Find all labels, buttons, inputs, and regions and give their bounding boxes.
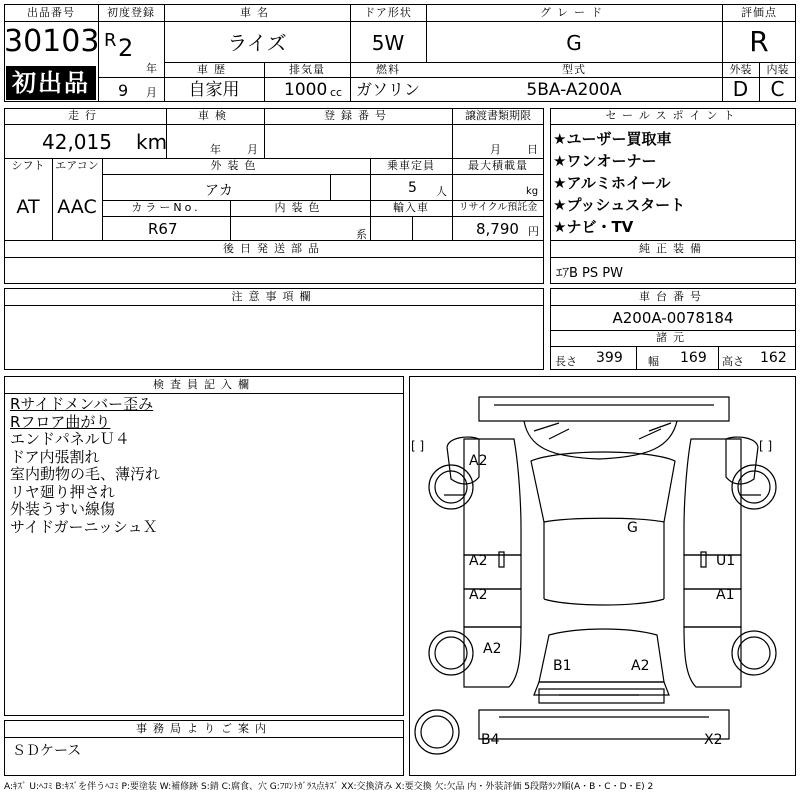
damage-mark-rear-bumper-right: X2 [704,732,723,748]
recycle-fee: 8,790 [476,220,519,238]
later-parts-label: 後日発送部品 [223,242,325,255]
length: 399 [596,350,623,366]
history-label: 車歴 [197,63,231,76]
sales-points-list [553,128,685,238]
int-color-unit: 系 [356,228,367,241]
notes-label: 注意事項欄 [231,290,317,303]
doors-label: ドア形状 [364,6,412,19]
office-label: 事務局よりご案内 [136,722,272,735]
import-label: 輸入車 [393,201,429,214]
damage-mark-roof: G [627,520,638,536]
grade: G [566,31,582,55]
sales-point-item: ★ユーザー買取車 [553,130,672,148]
mileage: 42,015 [42,130,112,154]
damage-mark-rear-left-door: A2 [469,587,488,603]
max-load-unit: kg [526,186,539,197]
fuel: ガソリン [355,80,420,99]
equipment-value: ｴｱB PS PW [556,266,623,281]
inspector-notes [10,396,160,536]
fuel-label: 燃料 [376,63,400,76]
ext-color: アカ [205,183,233,199]
damage-mark-back-door-left: B1 [553,658,572,674]
car-damage-diagram [409,377,796,777]
first-reg-year-unit: 年 [146,62,157,75]
first-reg-label: 初度登録 [107,6,155,19]
shift-label: シフト [11,159,45,172]
reg-number-label: 登録番号 [324,109,392,122]
diagram-bracket-right: [ ] [759,439,773,453]
exterior-grade-label: 外装 [729,63,752,76]
inspection-year-unit: 年 [210,143,221,156]
damage-mark-rear-left-quarter: A2 [483,641,502,657]
width-label: 幅 [648,355,659,368]
sales-points-label: セールスポイント [605,109,741,122]
grade-label: グレード [540,6,608,19]
sales-point-item: ★ナビ・TV [553,218,634,236]
damage-mark-front-right-door: U1 [716,553,736,569]
interior-grade-label: 内装 [766,63,789,76]
damage-mark-front-left-door: A2 [469,553,488,569]
inspector-note: 室内動物の毛、薄汚れ [10,465,161,483]
inspection-month-unit: 月 [247,143,258,156]
recycle-label: リサイクル預託金 [458,202,538,213]
inspector-note: ドア内張割れ [10,447,100,466]
chassis-number: A200A-0078184 [612,309,734,327]
height-label: 高さ [722,355,744,368]
aircon: AAC [57,196,97,218]
inspector-note: Rフロア曲がり [10,412,111,431]
transfer-label: 譲渡書類期限 [465,109,531,122]
displacement: 1000 [284,80,328,100]
transfer-month-unit: 月 [490,143,501,156]
score: R [749,25,769,58]
ext-color-label: 外装色 [210,159,262,172]
chassis-label: 車台番号 [639,290,707,303]
office-value: ＳＤケース [12,743,82,759]
sales-point-item: ★アルミホイール [553,174,671,192]
inspection-label: 車検 [198,109,232,122]
sales-point-item: ★ワンオーナー [553,152,657,170]
exterior-grade: D [732,77,749,101]
damage-mark-rear-right-door: A1 [716,587,735,603]
inspector-note: 外装うすい線傷 [10,500,116,518]
color-no-label: カラーNo. [131,201,201,214]
model-code: 5BA-A200A [526,80,622,100]
inspector-note: サイドガーニッシュＸ [10,517,158,536]
lot-number: 30103 [4,24,100,59]
color-no: R67 [148,220,178,238]
car-name-label: 車名 [240,6,274,19]
inspector-note: リヤ廻り押され [10,482,115,501]
displacement-label: 排気量 [289,63,325,76]
inspector-label: 検査員記入欄 [153,378,255,391]
inspector-note: エンドパネルＵ４ [10,430,130,448]
height: 162 [760,350,787,366]
lot-number-label: 出品番号 [27,6,75,19]
capacity: 5 [408,180,417,196]
doors: 5W [371,31,405,55]
recycle-unit: 円 [528,225,539,238]
first-reg-month: 9 [118,81,129,100]
legend: A:ｷｽﾞ U:ﾍｺﾐ B:ｷｽﾞを伴うﾍｺﾐ P:要塗装 W:補修跡 S:錆 C:腐食、穴 G:ﾌﾛﾝﾄｶﾞﾗｽ点ｷｽﾞ XX:交換済み X:要交換 欠:欠品 内・外装評価 5段階ﾗﾝｸ順(A・B・C・D・E) 2 [4,782,654,792]
score-label: 評価点 [741,6,777,19]
sales-point-item: ★プッシュスタート [553,196,686,214]
car-name: ライズ [227,31,287,55]
first-reg-month-unit: 月 [146,86,157,99]
max-load-label: 最大積載量 [468,159,528,172]
first-listing-badge-text: 初出品 [12,69,90,97]
width: 169 [680,350,707,366]
damage-mark-back-door-right: A2 [631,658,650,674]
capacity-unit: 人 [436,185,447,198]
mileage-label: 走行 [68,109,102,122]
aircon-label: エアコン [55,159,99,172]
transfer-day-unit: 日 [527,143,538,156]
model-code-label: 型式 [562,63,586,76]
damage-mark-rear-bumper-left: B4 [481,732,500,748]
dims-label: 諸元 [656,331,690,344]
history: 自家用 [188,80,240,100]
shift: AT [16,196,40,218]
damage-mark-front-left-fender: A2 [469,453,488,469]
mileage-unit: km [136,130,168,154]
first-reg-year: 2 [118,34,134,62]
int-color-label: 内装色 [274,201,326,214]
capacity-label: 乗車定員 [387,159,435,172]
inspector-note: Rサイドメンバー歪み [10,395,154,413]
first-reg-era: R [104,30,117,51]
diagram-bracket-left: [ ] [411,439,425,453]
equipment-label: 純正装備 [639,242,707,255]
displacement-unit: cc [330,86,343,99]
interior-grade: C [770,77,785,101]
length-label: 長さ [555,355,577,368]
